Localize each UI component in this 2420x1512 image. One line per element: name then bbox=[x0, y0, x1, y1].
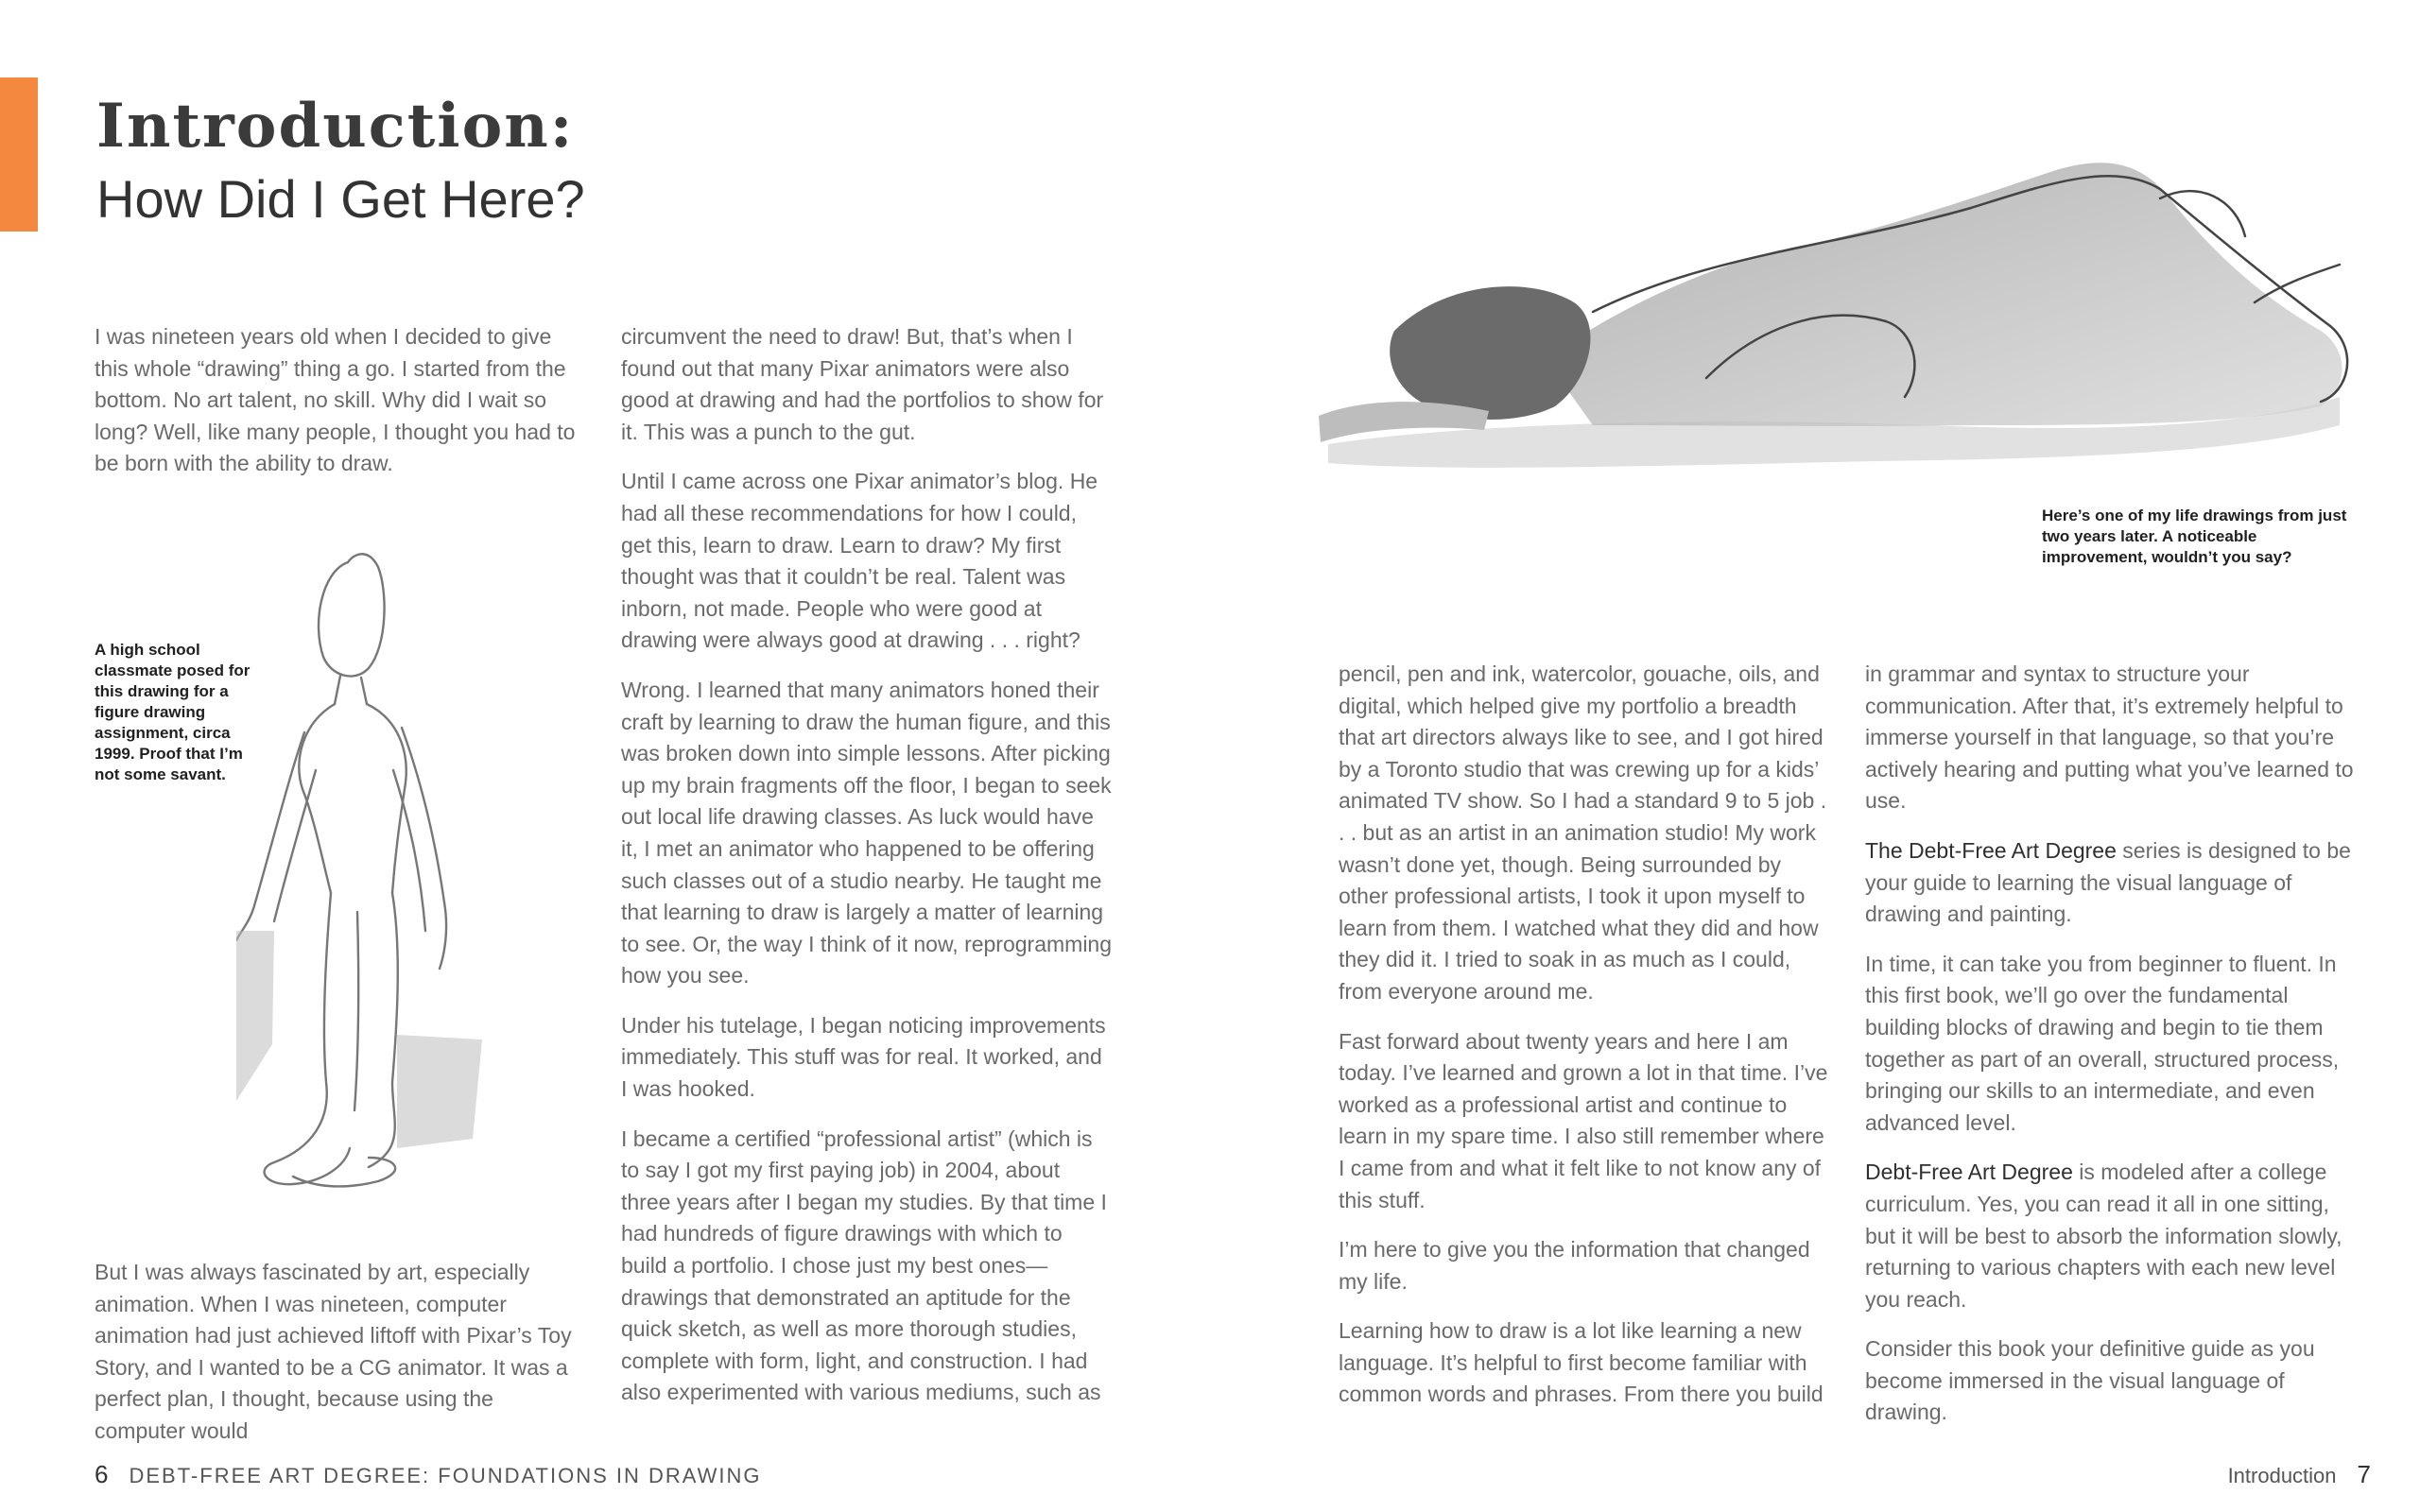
page-number-left: 6 bbox=[95, 1460, 109, 1488]
paragraph: Learning how to draw is a lot like learning a new language. It’s helpful to first become familiar with common words and phrases. From there you build bbox=[1339, 1318, 1824, 1407]
paragraph: I became a certified “professional artist” (which is to say I got my first paying job) in 2004, about three years after I began my studies. By that time I had hundreds of figure drawings with which to build a portfolio. I chose just my best ones—drawings that demonstrated an aptitude for the quick sketch, as well as more thorough studies, complete with form, light, and construction. I had also experimented with various mediums, such as bbox=[621, 1125, 1107, 1405]
series-title: The Debt-Free Art Degree bbox=[1865, 837, 2117, 863]
paragraph: Fast forward about twenty years and here I am today. I’ve learned and grown a lot in that time. I’ve worked as a professional artist and continue to learn in my spare time. I also still remember where I came from and what it felt like to not know any of this stuff. bbox=[1339, 1028, 1828, 1212]
paragraph: Consider this book your definitive guide as you become immersed in the visual language of drawing. bbox=[1865, 1336, 2315, 1425]
column-1-bottom bbox=[95, 1257, 586, 1466]
page-number-right: 7 bbox=[2357, 1460, 2371, 1488]
standing-figure-sketch bbox=[236, 534, 577, 1195]
paragraph bbox=[95, 1257, 586, 1448]
paragraph: I was nineteen years old when I decided to give this whole “drawing” thing a go. I started from the bottom. No art talent, no skill. Why did I wait so long? Well, like many people, I thought you had to be born with the ability to draw. bbox=[95, 324, 576, 476]
chapter-subtitle: How Did I Get Here? bbox=[96, 169, 585, 229]
column-2 bbox=[621, 321, 1113, 1427]
paragraph-text: series is designed to be your guide to learning the visual language of drawing and painting. bbox=[1865, 837, 2351, 927]
paragraph bbox=[1865, 835, 2357, 931]
footer-right bbox=[2228, 1460, 2371, 1489]
column-3 bbox=[1339, 659, 1830, 1429]
series-title: Debt-Free Art Degree bbox=[1865, 1160, 2073, 1185]
running-title-right: Introduction bbox=[2227, 1464, 2337, 1487]
running-title-left: DEBT-FREE ART DEGREE: FOUNDATIONS IN DRAWING bbox=[129, 1464, 762, 1487]
paragraph: Under his tutelage, I began noticing improvements immediately. This stuff was for real. It worked, and I was hooked. bbox=[621, 1012, 1106, 1102]
footer-left bbox=[95, 1460, 762, 1489]
chapter-title: Introduction: bbox=[96, 91, 575, 162]
paragraph: circumvent the need to draw! But, that’s when I found out that many Pixar animators were also good at drawing and had the portfolios to show for it. This was a punch to the gut. bbox=[621, 324, 1104, 444]
paragraph: In time, it can take you from beginner to fluent. In this first book, we’ll go over the fundamental building blocks of drawing and begin to tie them together as part of an overall, structured process, bringing our skills to an intermediate, and even advanced level. bbox=[1865, 951, 2340, 1135]
column-1-top bbox=[95, 321, 586, 498]
paragraph: Until I came across one Pixar animator’s blog. He had all these recommendations for how I could, get this, learn to draw. Learn to draw? My first thought was that it couldn’t be real. Talent was inborn, not made. People who were good at drawing were always good at drawing . . . right? bbox=[621, 469, 1098, 653]
column-4 bbox=[1865, 659, 2357, 1447]
figure-caption-left: A high school classmate posed for this drawing for a figure drawing assignment, circa 1999. Proof that I’m not some savant. bbox=[95, 641, 251, 783]
paragraph bbox=[1865, 1157, 2357, 1315]
paragraph: I’m here to give you the information that changed my life. bbox=[1339, 1237, 1810, 1294]
reclining-figure-sketch bbox=[1309, 142, 2377, 539]
paragraph: Wrong. I learned that many animators honed their craft by learning to draw the human figure, and this was broken down into simple lessons. After picking up my brain fragments off the floor, I began to seek out local life drawing classes. As luck would have it, I met an animator who happened to be offering such classes out of a studio nearby. He taught me that learning to draw is largely a matter of learning to see. Or, the way I think of it now, reprogramming how you see. bbox=[621, 677, 1113, 988]
chapter-accent-tab bbox=[0, 77, 38, 232]
figure-caption-right: Here’s one of my life drawings from just two years later. A noticeable improvement, wouldn’t you say? bbox=[2042, 507, 2347, 566]
paragraph: pencil, pen and ink, watercolor, gouache, oils, and digital, which helped give my portfolio a breadth that art directors always like to see, and I got hired by a Toronto studio that was crewing up for a kids’ animated TV show. So I had a standard 9 to 5 job . . . but as an artist in an animation studio! My work wasn’t done yet, though. Being surrounded by other professional artists, I took it upon myself to learn from them. I watched what they did and how they did it. I tried to soak in as much as I could, from everyone around me. bbox=[1339, 662, 1827, 1004]
paragraph-text: But I was always fascinated by art, especially animation. When I was nineteen, computer animation had just achieved liftoff with Pixar’s Toy Story, and I wanted to be a CG animator. It was a perfect plan, I thought, because using the computer would bbox=[95, 1260, 572, 1443]
paragraph: in grammar and syntax to structure your communication. After that, it’s extremely helpful to immerse yourself in that language, so that you’re actively hearing and putting what you’ve learned to use. bbox=[1865, 662, 2354, 814]
paragraph-text: is modeled after a college curriculum. Yes, you can read it all in one sitting, but it will be best to absorb the information slowly, returning to various chapters with each new level you reach. bbox=[1865, 1160, 2342, 1312]
